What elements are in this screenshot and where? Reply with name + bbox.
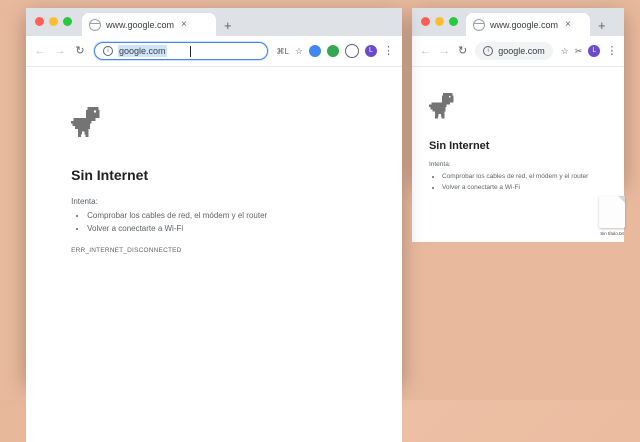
forward-icon[interactable]: → [439,44,450,57]
dinosaur-icon [429,93,594,126]
new-tab-button[interactable]: + [224,18,232,33]
close-icon[interactable]: × [181,18,187,30]
browser-toolbar[interactable] [412,36,624,67]
new-tab-button[interactable]: + [598,18,606,33]
dinosaur-svg [71,107,101,140]
list-item: • Volver a conectarte a Wi-Fi [87,224,364,233]
minimize-window-button[interactable] [435,17,444,26]
suggestion-list [71,211,364,233]
window-controls[interactable] [421,17,458,26]
list-item: • Comprobar los cables de red, el módem y el router [442,173,594,180]
extensions-icon[interactable]: ✂ [574,45,583,56]
desktop-file[interactable] [592,196,632,236]
globe-icon [473,19,485,31]
avatar[interactable]: L [588,45,600,57]
bookmark-star-icon[interactable]: ☆ [560,45,569,56]
address-bar-text: google.com [498,46,545,56]
browser-window-secondary[interactable] [412,8,624,191]
globe-icon [89,19,101,31]
list-item: • Volver a conectarte a Wi-Fi [442,184,594,191]
tab-google[interactable] [466,13,590,36]
document-icon[interactable] [599,196,625,228]
bookmark-star-icon[interactable]: ☆ [294,45,303,56]
back-icon[interactable]: ← [34,44,46,57]
address-bar[interactable] [94,42,268,60]
site-info-icon[interactable]: i [103,46,113,56]
forward-icon[interactable]: → [54,44,66,57]
close-window-button[interactable] [35,17,44,26]
toolbar-icons[interactable] [276,44,394,58]
desktop-file-label: Sin título.txt [600,231,624,236]
minimize-window-button[interactable] [49,17,58,26]
tab-title: www.google.com [490,19,559,30]
dinosaur-svg [429,93,455,121]
toolbar-icons[interactable] [561,45,618,57]
tab-strip[interactable] [26,8,402,36]
suggestion-list [429,173,594,191]
browser-window-main[interactable] [26,8,402,383]
browser-toolbar[interactable] [26,36,402,67]
window-controls[interactable] [35,17,72,26]
page-subtitle: Intenta: [428,161,451,168]
reload-icon[interactable]: ↻ [458,44,468,57]
error-code: ERR_INTERNET_DISCONNECTED [71,247,182,254]
address-bar-text[interactable]: google.com [119,46,166,56]
address-bar[interactable] [475,42,553,60]
page-title: Sin Internet [428,140,490,152]
text-caret [190,46,191,57]
tab-google[interactable] [82,13,216,36]
extension-green-icon[interactable] [327,45,339,57]
close-window-button[interactable] [421,17,430,26]
site-info-icon[interactable]: i [483,46,493,56]
maximize-window-button[interactable] [63,17,72,26]
back-icon[interactable]: ← [420,44,431,57]
chrome-menu-icon[interactable]: ⋮ [606,44,618,57]
shortcut-hint: ⌘L [276,46,289,56]
page-subtitle: Intenta: [71,197,98,206]
extension-outline-icon[interactable] [345,44,359,58]
chrome-menu-icon[interactable]: ⋮ [383,44,394,57]
close-icon[interactable]: × [565,18,571,30]
list-item: • Comprobar los cables de red, el módem y el router [87,211,364,220]
page-title: Sin Internet [71,167,149,183]
maximize-window-button[interactable] [449,17,458,26]
avatar[interactable]: L [365,45,377,57]
dinosaur-icon [71,107,364,145]
reload-icon[interactable]: ↻ [75,44,85,57]
tab-title: www.google.com [106,19,175,30]
tab-strip[interactable] [412,8,624,36]
error-page [26,67,402,442]
profile-sync-icon[interactable] [309,45,321,57]
